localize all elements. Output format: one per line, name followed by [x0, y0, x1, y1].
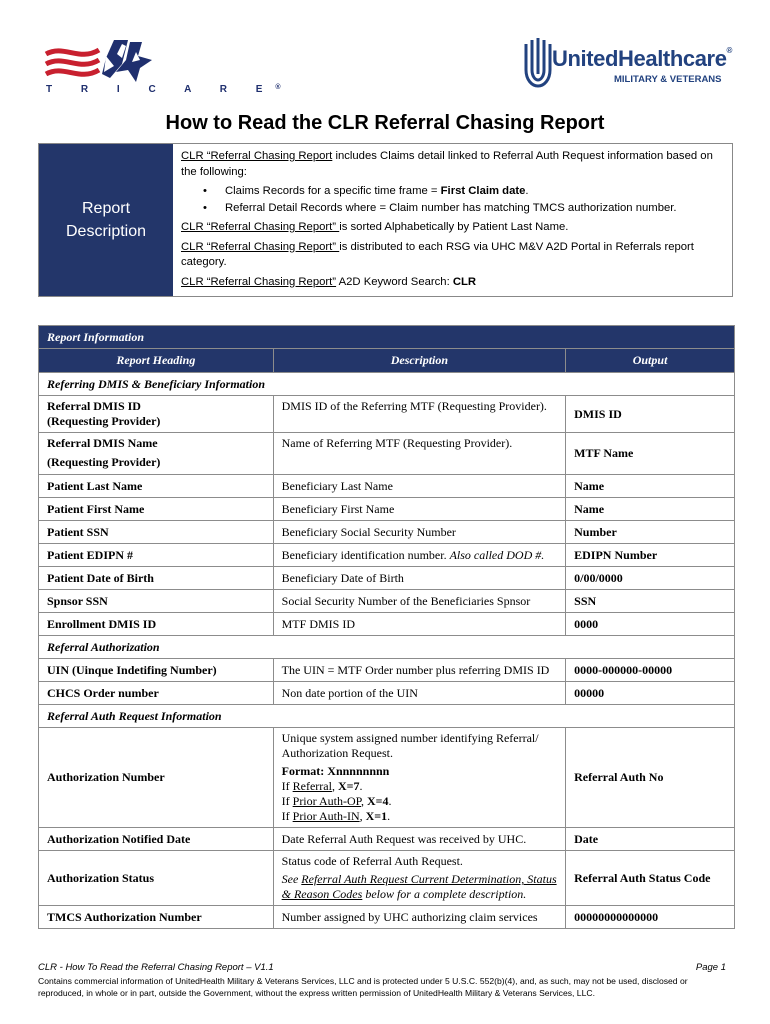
table-row: TMCS Authorization Number Number assigned by UHC authorizing claim services 00000000000000	[39, 906, 735, 929]
col-header-heading: Report Heading	[39, 349, 274, 373]
footer-legal: Contains commercial information of UnitedHealth Military & Veterans Services, LLC and is protected under 5 U.S.C. 552(b)(4), and, as such, may not be used, disclosed or reproduced, in whole or in part, outside the Government, without the express written permission of UnitedHealth Military & Veterans Services, LLC.	[38, 976, 688, 998]
report-information-title: Report Information	[39, 326, 735, 349]
desc-bullet: • Referral Detail Records where = Claim number has matching TMCS authorization number.	[203, 201, 677, 214]
table-row: Enrollment DMIS ID MTF DMIS ID 0000	[39, 613, 735, 636]
desc-paragraph-1: CLR “Referral Chasing Report includes Claims detail linked to Referral Auth Request information based on the following:	[181, 150, 713, 178]
desc-paragraph-4: CLR “Referral Chasing Report” A2D Keyword Search: CLR	[181, 275, 477, 288]
table-row: Spnsor SSN Social Security Number of the Beneficiaries Spnsor SSN	[39, 590, 735, 613]
desc-bullets	[203, 184, 724, 216]
table-row: Patient EDIPN # Beneficiary identification number. Also called DOD #. EDIPN Number	[39, 544, 735, 567]
page-title: How to Read the CLR Referral Chasing Report	[165, 112, 605, 134]
table-row: UIN (Uinque Indetifing Number) The UIN = MTF Order number plus referring DMIS ID 0000-000000-00000	[39, 659, 735, 682]
table-row: Authorization Number Unique system assigned number identifying Referral/ Authorization Request. Format: Xnnnnnnnn If Referral, X=7. If Prior Auth-OP, X=4. If Prior Auth-IN, X=1. Referral Auth No	[39, 728, 735, 828]
report-description-box	[38, 143, 733, 297]
desc-paragraph-2: CLR “Referral Chasing Report” is sorted Alphabetically by Patient Last Name.	[181, 221, 569, 233]
table-row: Patient Date of Birth Beneficiary Date of Birth 0/00/0000	[39, 567, 735, 590]
col-header-description: Description	[273, 349, 566, 373]
report-description-label: Report Description	[39, 144, 173, 296]
section-row: Referring DMIS & Beneficiary Information	[39, 373, 735, 396]
table-row: Patient SSN Beneficiary Social Security Number Number	[39, 521, 735, 544]
table-title-row	[39, 326, 735, 349]
page-number: Page 1	[695, 962, 726, 973]
table-row: CHCS Order number Non date portion of the UIN 00000	[39, 682, 735, 705]
report-information-table	[38, 325, 735, 929]
table-row: Referral DMIS ID (Requesting Provider) DMIS ID of the Referring MTF (Requesting Provider). DMIS ID	[39, 396, 735, 433]
table-row: Authorization Status Status code of Referral Auth Request. See Referral Auth Request Current Determination, Status & Reason Codes below for a complete description. Referral Auth Status Code	[39, 851, 735, 906]
section-row: Referral Auth Request Information	[39, 705, 735, 728]
report-description-text	[173, 144, 732, 294]
desc-bullet: • Claims Records for a specific time frame = First Claim date.	[203, 185, 529, 197]
table-row: Referral DMIS Name (Requesting Provider) Name of Referring MTF (Requesting Provider). MTF Name	[39, 433, 735, 475]
table-row: Patient First Name Beneficiary First Name Name	[39, 498, 735, 521]
table-row: Authorization Notified Date Date Referral Auth Request was received by UHC. Date	[39, 828, 735, 851]
table-header-row	[39, 349, 735, 373]
section-row: Referral Authorization	[39, 636, 735, 659]
desc-paragraph-3: CLR “Referral Chasing Report” is distributed to each RSG via UHC M&V A2D Portal in Referrals report category.	[181, 240, 694, 268]
tricare-wordmark: T R I C A R E®	[46, 84, 281, 95]
uhc-name: UnitedHealthcare®	[552, 46, 733, 71]
uhc-subtitle: MILITARY & VETERANS	[614, 74, 722, 85]
footer-doc-line	[38, 962, 726, 973]
footer-doc-title: CLR - How To Read the Referral Chasing Report – V1.1	[38, 962, 274, 973]
table-row: Patient Last Name Beneficiary Last Name Name	[39, 475, 735, 498]
col-header-output: Output	[566, 349, 735, 373]
